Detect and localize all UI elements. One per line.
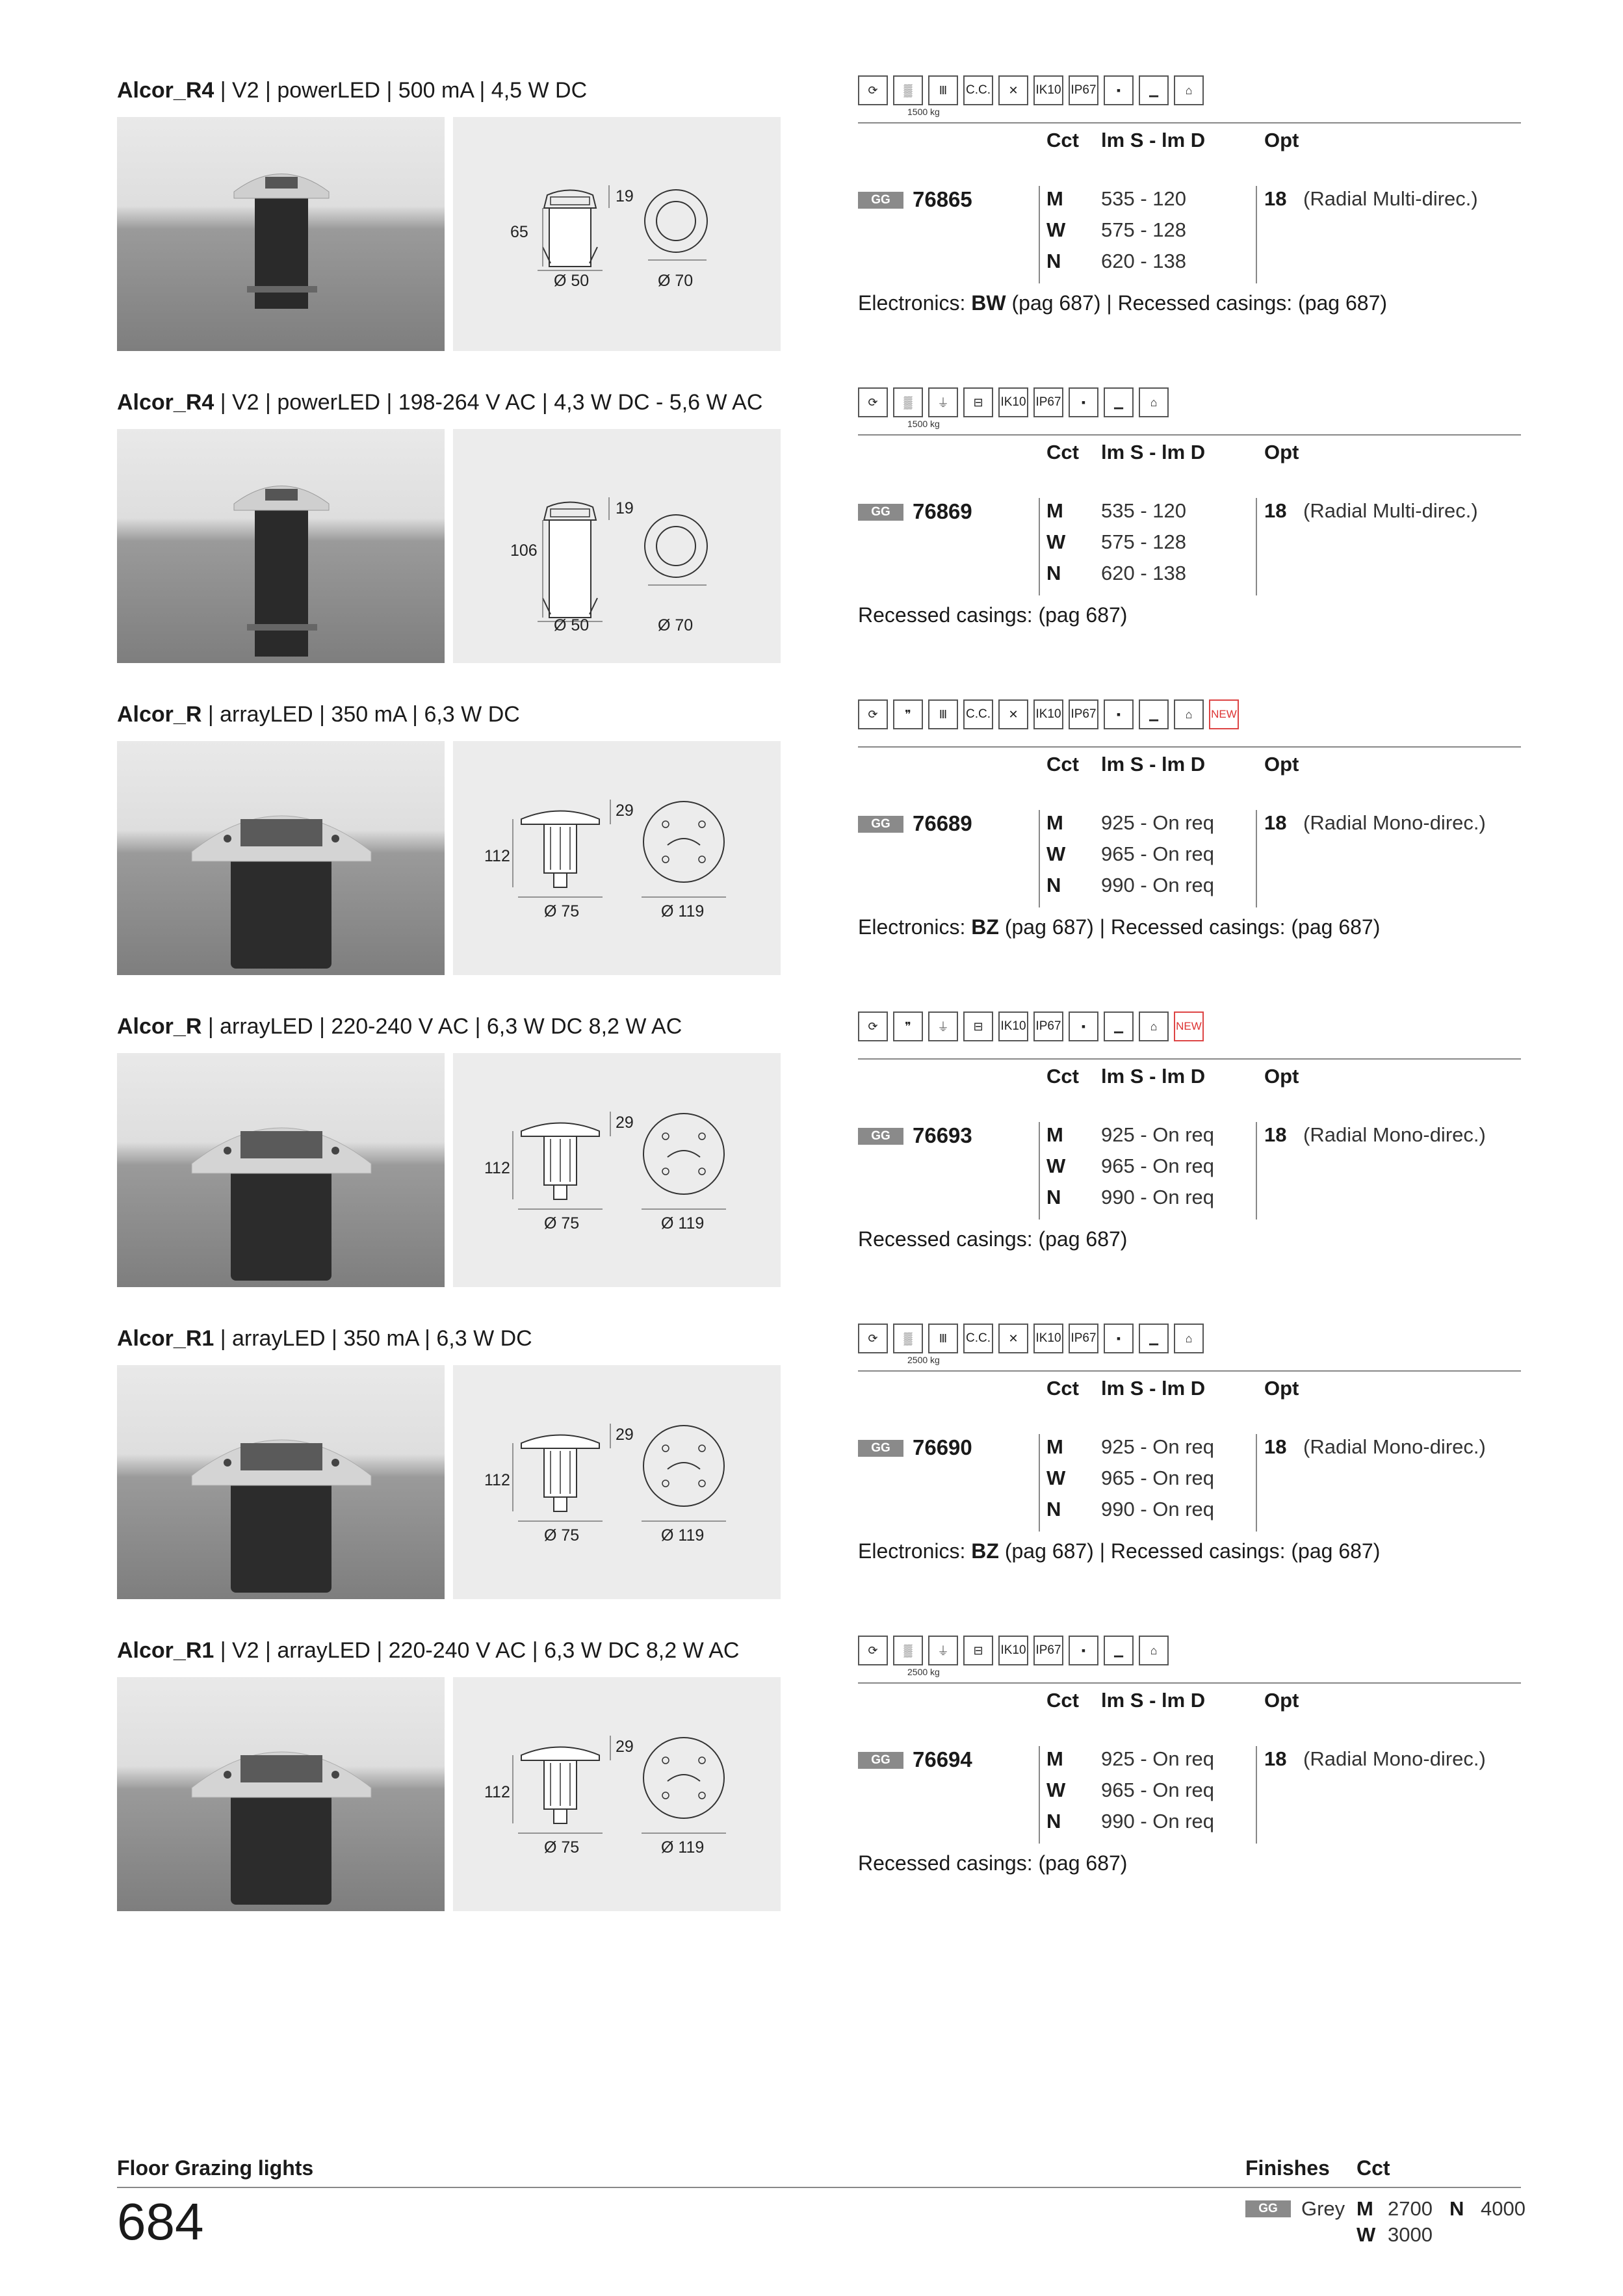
dim-height: 65 [510, 223, 528, 241]
lumen-value: 535 - 120 [1101, 499, 1186, 522]
cct-value: W [1046, 842, 1066, 865]
lumen-value: 990 - On req [1101, 1810, 1215, 1833]
product-block [0, 312, 1623, 634]
dim-height: 106 [510, 541, 538, 560]
optic-code: 18 [1264, 811, 1287, 834]
cct-value: W [1046, 530, 1066, 553]
ik10-badge: IK10 [998, 1636, 1028, 1665]
opt-header: Opt [1264, 1689, 1299, 1712]
ik10-badge: IK10 [1033, 699, 1063, 729]
product-title [117, 1638, 739, 1663]
lm-header: lm S - lm D [1101, 753, 1206, 776]
feature-icons [858, 1011, 1204, 1048]
product-name: Alcor_R [117, 1014, 202, 1039]
product-photo [117, 1677, 445, 1911]
rotate-icon: ⟳ [858, 387, 888, 417]
dim-top: 19 [616, 499, 634, 517]
cct-value: W [1046, 218, 1066, 241]
casing-icon: ⊟ [963, 387, 993, 417]
spec-panel [858, 312, 1521, 676]
feature-icons [858, 1636, 1169, 1677]
cct-value: N [1046, 1186, 1061, 1208]
finish-badge: GG [858, 1128, 903, 1145]
product-block [0, 624, 1623, 939]
ground-light-icon: ▁ [1104, 1011, 1134, 1041]
dim-flange-diameter: Ø 119 [661, 1526, 705, 1545]
product-code: 76865 [913, 187, 972, 211]
lumen-value: 965 - On req [1101, 1779, 1215, 1801]
product-block [0, 936, 1623, 1251]
product-name: Alcor_R4 [117, 78, 214, 103]
lumen-value: 965 - On req [1101, 1155, 1215, 1177]
spec-divider [858, 434, 1521, 436]
product-desc: | V2 | powerLED | 198-264 V AC | 4,3 W DC - 5,6 W AC [214, 390, 763, 415]
walk-icon: ❞ [893, 699, 923, 729]
outdoor-icon: ⌂ [1174, 699, 1204, 729]
opt-header: Opt [1264, 1377, 1299, 1400]
ground-light-icon: ▁ [1104, 387, 1134, 417]
dim-flange-diameter: Ø 119 [661, 1214, 705, 1233]
class-iii-icon: Ⅲ [928, 699, 958, 729]
new-badge: NEW [1174, 1011, 1204, 1041]
ik10-badge: IK10 [998, 387, 1028, 417]
dim-body-diameter: Ø 75 [544, 1526, 580, 1545]
dim-height: 112 [484, 1783, 510, 1801]
dim-top: 29 [616, 1114, 634, 1132]
finish-badge: GG [858, 816, 903, 833]
column-divider [1256, 498, 1257, 595]
feature-icons [858, 75, 1204, 117]
cct-value: N [1046, 1810, 1061, 1833]
finish-badge: GG [858, 504, 903, 521]
feature-icons [858, 699, 1239, 736]
section-title: Floor Grazing lights [117, 2156, 314, 2180]
footer-cct-key: N [1449, 2197, 1464, 2220]
dim-body-diameter: Ø 50 [554, 616, 590, 634]
lumen-value: 925 - On req [1101, 1435, 1215, 1458]
finish-badge: GG [858, 1752, 903, 1769]
product-code: 76694 [913, 1747, 972, 1771]
dim-height: 112 [484, 847, 510, 865]
dim-height: 112 [484, 1159, 510, 1177]
lumen-value: 965 - On req [1101, 1467, 1215, 1489]
no-cover-icon: ✕ [998, 699, 1028, 729]
cct-header: Cct [1046, 129, 1079, 151]
casing-icon: ⊟ [963, 1011, 993, 1041]
opt-header: Opt [1264, 753, 1299, 776]
cct-header: Cct [1046, 1377, 1079, 1400]
ik10-badge: IK10 [998, 1011, 1028, 1041]
beam-icon: ▪ [1104, 75, 1134, 105]
column-divider [1039, 1746, 1040, 1844]
dim-height: 112 [484, 1471, 510, 1489]
opt-header: Opt [1264, 441, 1299, 463]
product-title [117, 390, 762, 415]
ip67-badge: IP67 [1033, 387, 1063, 417]
new-badge: NEW [1209, 699, 1239, 729]
product-desc: | arrayLED | 350 mA | 6,3 W DC [201, 702, 520, 727]
cct-value: M [1046, 499, 1063, 522]
footer-cct-value: 2700 [1388, 2197, 1433, 2220]
load-label: 1500 kg [907, 107, 940, 117]
optic-description: (Radial Mono-direc.) [1303, 1123, 1486, 1146]
column-divider [1039, 498, 1040, 595]
spec-panel [858, 1560, 1521, 1924]
ip67-badge: IP67 [1033, 1636, 1063, 1665]
column-divider [1039, 1434, 1040, 1532]
ground-light-icon: ▁ [1139, 699, 1169, 729]
rotate-icon: ⟳ [858, 75, 888, 105]
lm-header: lm S - lm D [1101, 441, 1206, 463]
product-note: Recessed casings: (pag 687) [858, 1851, 1128, 1875]
cct-value: M [1046, 1435, 1063, 1458]
product-block [0, 1248, 1623, 1563]
lumen-value: 990 - On req [1101, 1186, 1215, 1208]
footer-divider [117, 2187, 1521, 2188]
finish-name: Grey [1301, 2197, 1345, 2220]
lumen-value: 965 - On req [1101, 842, 1215, 865]
load-icon: ▒ 2500 kg [893, 1636, 923, 1665]
lumen-value: 620 - 138 [1101, 562, 1186, 584]
dim-body-diameter: Ø 75 [544, 1838, 580, 1857]
product-desc: | V2 | arrayLED | 220-240 V AC | 6,3 W DC 8,2 W AC [214, 1638, 740, 1663]
lumen-value: 620 - 138 [1101, 250, 1186, 272]
product-note: Electronics: BW (pag 687) | Recessed casings: (pag 687) [858, 291, 1388, 315]
product-code: 76689 [913, 811, 972, 835]
beam-icon: ▪ [1104, 1324, 1134, 1353]
cct-value: N [1046, 562, 1061, 584]
beam-icon: ▪ [1104, 699, 1134, 729]
lumen-value: 925 - On req [1101, 811, 1215, 834]
earth-icon: ⏚ [928, 387, 958, 417]
feature-icons [858, 387, 1169, 429]
spec-divider [858, 1370, 1521, 1372]
outdoor-icon: ⌂ [1139, 1011, 1169, 1041]
finish-badge: GG [858, 1440, 903, 1457]
dim-top: 19 [616, 187, 634, 205]
opt-header: Opt [1264, 1065, 1299, 1088]
cct-header: Cct [1046, 1689, 1079, 1712]
footer-cct-value: 4000 [1481, 2197, 1526, 2220]
earth-icon: ⏚ [928, 1011, 958, 1041]
lumen-value: 575 - 128 [1101, 530, 1186, 553]
optic-description: (Radial Multi-direc.) [1303, 187, 1478, 210]
lumen-value: 990 - On req [1101, 1498, 1215, 1520]
optic-description: (Radial Mono-direc.) [1303, 1435, 1486, 1458]
cct-value: M [1046, 1747, 1063, 1770]
beam-icon: ▪ [1069, 1011, 1098, 1041]
class-iii-icon: Ⅲ [928, 75, 958, 105]
column-divider [1256, 1746, 1257, 1844]
cct-value: N [1046, 874, 1061, 896]
dim-body-diameter: Ø 75 [544, 1214, 580, 1233]
spec-panel [858, 1248, 1521, 1612]
dim-flange-diameter: Ø 70 [658, 616, 694, 634]
spec-divider [858, 122, 1521, 124]
cct-value: W [1046, 1467, 1066, 1489]
ground-light-icon: ▁ [1139, 75, 1169, 105]
page-number: 684 [117, 2193, 204, 2250]
cct-header: Cct [1046, 753, 1079, 776]
product-title [117, 78, 587, 103]
cc-icon: C.C. [963, 699, 993, 729]
ip67-badge: IP67 [1069, 1324, 1098, 1353]
outdoor-icon: ⌂ [1139, 1636, 1169, 1665]
ik10-badge: IK10 [1033, 75, 1063, 105]
product-name: Alcor_R1 [117, 1638, 214, 1663]
cct-value: M [1046, 1123, 1063, 1146]
beam-icon: ▪ [1069, 1636, 1098, 1665]
spec-divider [858, 1058, 1521, 1060]
cct-value: W [1046, 1779, 1066, 1801]
product-title [117, 1326, 532, 1351]
footer-cct-key: W [1357, 2223, 1376, 2246]
class-iii-icon: Ⅲ [928, 1324, 958, 1353]
product-name: Alcor_R1 [117, 1326, 214, 1351]
product-code: 76869 [913, 499, 972, 523]
lumen-value: 925 - On req [1101, 1123, 1215, 1146]
dim-flange-diameter: Ø 119 [661, 902, 705, 920]
load-label: 2500 kg [907, 1355, 940, 1365]
column-divider [1256, 810, 1257, 907]
ip67-badge: IP67 [1069, 699, 1098, 729]
optic-code: 18 [1264, 499, 1287, 522]
column-divider [1039, 810, 1040, 907]
product-note: Electronics: BZ (pag 687) | Recessed casings: (pag 687) [858, 915, 1381, 939]
cc-icon: C.C. [963, 75, 993, 105]
product-note: Electronics: BZ (pag 687) | Recessed casings: (pag 687) [858, 1539, 1381, 1563]
load-icon: ▒ 1500 kg [893, 75, 923, 105]
lumen-value: 925 - On req [1101, 1747, 1215, 1770]
optic-code: 18 [1264, 1435, 1287, 1458]
optic-description: (Radial Mono-direc.) [1303, 811, 1486, 834]
ip67-badge: IP67 [1033, 1011, 1063, 1041]
dim-flange-diameter: Ø 119 [661, 1838, 705, 1857]
outdoor-icon: ⌂ [1139, 387, 1169, 417]
column-divider [1256, 1434, 1257, 1532]
product-title [117, 702, 520, 727]
column-divider [1039, 1122, 1040, 1220]
spec-panel [858, 0, 1521, 364]
column-divider [1256, 186, 1257, 283]
column-divider [1039, 186, 1040, 283]
optic-code: 18 [1264, 187, 1287, 210]
dim-flange-diameter: Ø 70 [658, 272, 694, 290]
optic-description: (Radial Multi-direc.) [1303, 499, 1478, 522]
product-block [0, 1560, 1623, 1875]
product-code: 76693 [913, 1123, 972, 1147]
load-icon: ▒ 2500 kg [893, 1324, 923, 1353]
rotate-icon: ⟳ [858, 699, 888, 729]
load-label: 2500 kg [907, 1667, 940, 1677]
dim-body-diameter: Ø 75 [544, 902, 580, 920]
spec-panel [858, 936, 1521, 1300]
product-name: Alcor_R4 [117, 390, 214, 415]
dim-body-diameter: Ø 50 [554, 272, 590, 290]
footer-cct-key: M [1357, 2197, 1373, 2220]
product-block [0, 0, 1623, 315]
finish-badge: GG [858, 192, 903, 209]
product-title [117, 1014, 682, 1039]
cct-value: W [1046, 1155, 1066, 1177]
product-name: Alcor_R [117, 702, 202, 727]
casing-icon: ⊟ [963, 1636, 993, 1665]
no-cover-icon: ✕ [998, 75, 1028, 105]
load-icon: ▒ 1500 kg [893, 387, 923, 417]
footer-cct-value: 3000 [1388, 2223, 1433, 2246]
product-note: Recessed casings: (pag 687) [858, 1227, 1128, 1251]
earth-icon: ⏚ [928, 1636, 958, 1665]
rotate-icon: ⟳ [858, 1011, 888, 1041]
product-note: Recessed casings: (pag 687) [858, 603, 1128, 627]
product-desc: | arrayLED | 350 mA | 6,3 W DC [214, 1326, 532, 1351]
optic-code: 18 [1264, 1747, 1287, 1770]
opt-header: Opt [1264, 129, 1299, 151]
column-divider [1256, 1122, 1257, 1220]
cct-value: M [1046, 811, 1063, 834]
optic-code: 18 [1264, 1123, 1287, 1146]
load-label: 1500 kg [907, 419, 940, 429]
outdoor-icon: ⌂ [1174, 75, 1204, 105]
finish-badge: GG [1245, 2200, 1291, 2217]
product-desc: | arrayLED | 220-240 V AC | 6,3 W DC 8,2 W AC [201, 1014, 682, 1039]
lm-header: lm S - lm D [1101, 1377, 1206, 1400]
lumen-value: 990 - On req [1101, 874, 1215, 896]
spec-divider [858, 746, 1521, 748]
dim-top: 29 [616, 1738, 634, 1756]
rotate-icon: ⟳ [858, 1636, 888, 1665]
lumen-value: 535 - 120 [1101, 187, 1186, 210]
dim-top: 29 [616, 802, 634, 820]
ground-light-icon: ▁ [1104, 1636, 1134, 1665]
cct-value: M [1046, 187, 1063, 210]
rotate-icon: ⟳ [858, 1324, 888, 1353]
walk-icon: ❞ [893, 1011, 923, 1041]
footer-cct-header: Cct [1357, 2156, 1390, 2180]
cct-value: N [1046, 1498, 1061, 1520]
lm-header: lm S - lm D [1101, 1689, 1206, 1712]
cct-header: Cct [1046, 1065, 1079, 1088]
dim-top: 29 [616, 1426, 634, 1444]
product-code: 76690 [913, 1435, 972, 1459]
product-desc: | V2 | powerLED | 500 mA | 4,5 W DC [214, 78, 588, 103]
beam-icon: ▪ [1069, 387, 1098, 417]
cct-header: Cct [1046, 441, 1079, 463]
lumen-value: 575 - 128 [1101, 218, 1186, 241]
finishes-header: Finishes [1245, 2156, 1330, 2180]
cct-value: N [1046, 250, 1061, 272]
spec-divider [858, 1682, 1521, 1684]
optic-description: (Radial Mono-direc.) [1303, 1747, 1486, 1770]
outdoor-icon: ⌂ [1174, 1324, 1204, 1353]
no-cover-icon: ✕ [998, 1324, 1028, 1353]
feature-icons [858, 1324, 1204, 1365]
lm-header: lm S - lm D [1101, 129, 1206, 151]
cc-icon: C.C. [963, 1324, 993, 1353]
ik10-badge: IK10 [1033, 1324, 1063, 1353]
technical-drawing [453, 1677, 781, 1911]
spec-panel [858, 624, 1521, 988]
ground-light-icon: ▁ [1139, 1324, 1169, 1353]
ip67-badge: IP67 [1069, 75, 1098, 105]
lm-header: lm S - lm D [1101, 1065, 1206, 1088]
